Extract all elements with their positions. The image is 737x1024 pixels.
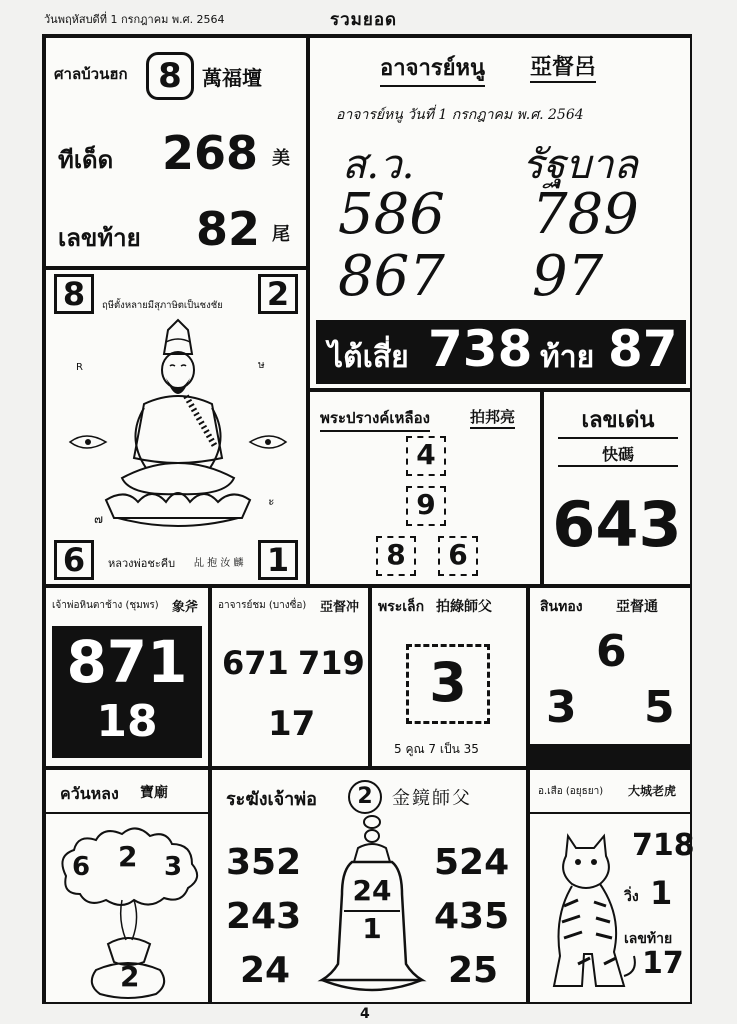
tiger-title-cn: 大城老虎: [628, 784, 677, 798]
jao-pho-value-sub: 18: [96, 696, 158, 747]
hermit-mark-left: R: [76, 362, 83, 373]
pra-lek-title-cn: 拍綠師父: [436, 599, 492, 615]
hermit-corner-bl: 6: [54, 540, 94, 580]
jao-pho-value-main: 871: [66, 628, 188, 696]
rakhang-l3: 24: [240, 950, 291, 991]
banner-value: 738: [428, 320, 533, 378]
bell-top-value: 24: [352, 874, 392, 907]
header-date: วันพฤหัสบดีที่ 1 กรกฎาคม พ.ศ. 2564: [44, 13, 225, 26]
pra-lek-panel: [370, 586, 528, 768]
ajarn-nu-right-head: รัฐบาล: [522, 142, 638, 188]
banner-tail-label: ท้าย: [540, 340, 595, 375]
shrine-number-badge: 8: [146, 52, 194, 100]
jao-pho-title: เจ้าพ่อหินตาช้าง (ชุมพร): [52, 600, 159, 611]
lek-den-value: 643: [552, 488, 682, 561]
bell-bottom-value: 1: [362, 912, 382, 945]
hermit-corner-br: 1: [258, 540, 298, 580]
kwan-long-n1: 6: [72, 852, 91, 882]
jao-pho-title-cn: 象斧: [172, 600, 199, 615]
ajarn-chom-v2: 719: [298, 644, 365, 682]
hermit-corner-tl: 8: [54, 274, 94, 314]
sin-thong-panel: [528, 586, 692, 768]
banner-tail-value: 87: [608, 320, 678, 378]
shrine-tail-label: เลขท้าย: [58, 224, 141, 252]
tiger-tail-value: 17: [642, 946, 684, 981]
shrine-tail-cn: 尾: [272, 224, 290, 245]
shrine-top-cn: 美: [272, 148, 290, 169]
prang-digit-4: 6: [438, 536, 478, 576]
rakhang-r1: 524: [434, 842, 510, 883]
hermit-corner-tr: 2: [258, 274, 298, 314]
hermit-illustration: [66, 318, 290, 536]
ajarn-nu-banner: [316, 320, 686, 384]
prang-digit-3: 8: [376, 536, 416, 576]
ajarn-nu-panel: [308, 36, 692, 390]
prang-title-cn: 拍邦亮: [470, 406, 515, 429]
tiger-divider: [530, 812, 690, 814]
shrine-chinese: 萬福壇: [202, 66, 262, 90]
ajarn-chom-title: อาจารย์ชม (บางซื่อ): [218, 600, 307, 611]
lek-den-title: เลขเด่น: [558, 402, 678, 439]
ajarn-chom-title-cn: 亞督冲: [320, 600, 360, 615]
rakhang-badge: 2: [348, 780, 382, 814]
prang-digit-1: 4: [406, 436, 446, 476]
lek-den-title-cn: 快碼: [558, 442, 678, 467]
ajarn-nu-left-1: 586: [338, 182, 445, 247]
ajarn-nu-right-2: 97: [532, 244, 604, 309]
kwan-long-n3: 3: [164, 852, 183, 882]
tiger-title: อ.เสือ (อยุธยา): [538, 786, 604, 797]
ajarn-nu-left-2: 867: [338, 244, 445, 309]
kwan-long-n2: 2: [118, 840, 138, 873]
ajarn-nu-title-cn: 亞督呂: [530, 50, 596, 83]
ajarn-chom-v1: 671: [222, 644, 289, 682]
shrine-title: ศาลบ้วนฮก: [54, 65, 128, 83]
kwan-long-title: ควันหลง: [60, 784, 119, 803]
tiger-tail-label: เลขท้าย: [624, 931, 673, 947]
pra-lek-value: 3: [406, 644, 490, 724]
shrine-top-value: 268: [162, 126, 259, 180]
sin-thong-title-cn: 亞督通: [616, 599, 658, 615]
kwan-long-panel: [44, 768, 210, 1004]
rakhang-title: ระฆังเจ้าพ่อ: [226, 789, 317, 810]
prang-panel: [308, 390, 542, 586]
kwan-long-n4: 2: [120, 960, 140, 993]
jao-pho-block: [52, 626, 202, 758]
ajarn-nu-right-1: 789: [532, 182, 639, 247]
prang-title: พระปรางค์เหลือง: [320, 406, 430, 432]
tiger-panel: [528, 768, 695, 1004]
sin-thong-right: 5: [644, 682, 675, 733]
hermit-caption-cn: 乩 抱 汝 麟: [194, 558, 244, 569]
hermit-mark-br: ะ: [268, 494, 275, 508]
prang-digit-2: 9: [406, 486, 446, 526]
shrine-top-label: ทีเด็ด: [58, 146, 114, 174]
ajarn-nu-subtitle: อาจารย์หนู วันที่ 1 กรกฎาคม พ.ศ. 2564: [336, 107, 584, 123]
sin-thong-title: สินทอง: [540, 599, 583, 615]
hermit-mark-right: ษ: [258, 360, 265, 371]
ajarn-chom-panel: [210, 586, 370, 768]
hermit-caption-bottom: หลวงพ่อชะคีบ: [108, 557, 176, 570]
bell-illustration: [312, 814, 432, 1002]
shrine-panel: [44, 36, 308, 268]
ajarn-nu-left-head: ส.ว.: [342, 142, 415, 188]
sin-thong-left: 3: [546, 682, 577, 733]
hermit-mark-bl: ๗: [94, 512, 104, 526]
sin-thong-top: 6: [596, 626, 627, 677]
rakhang-l2: 243: [226, 896, 302, 937]
kwan-long-title-cn: 寶廟: [140, 785, 168, 801]
ajarn-chom-v3: 17: [268, 704, 316, 744]
sin-thong-black-bar: [530, 744, 690, 766]
pra-lek-title: พระเล็ก: [378, 599, 425, 615]
tiger-run-value: 1: [650, 874, 673, 912]
ajarn-nu-title: อาจารย์หนู: [380, 50, 485, 87]
pra-lek-note: 5 คูณ 7 เป็น 35: [394, 742, 479, 756]
page-number: 4: [360, 1006, 370, 1022]
tiger-run-label: วิ่ง: [624, 889, 639, 905]
rakhang-r3: 25: [448, 950, 499, 991]
hermit-panel: [44, 268, 308, 586]
banner-label: ไต้เสี่ย: [328, 340, 409, 375]
rakhang-r2: 435: [434, 896, 510, 937]
lek-den-panel: [542, 390, 692, 586]
shrine-tail-value: 82: [196, 202, 261, 256]
hermit-caption-top: ฤษีตั้งหลายมีสุภาษิตเป็นชงชัย: [102, 300, 223, 311]
kwan-long-divider: [46, 812, 208, 814]
jao-pho-panel: [44, 586, 210, 768]
rakhang-panel: [210, 768, 528, 1004]
tiger-illustration: [534, 826, 644, 996]
rakhang-title-cn: 金鏡師父: [392, 788, 472, 809]
header-brand: รวมยอด: [330, 10, 398, 30]
tiger-v1: 718: [632, 828, 695, 863]
rakhang-l1: 352: [226, 842, 302, 883]
